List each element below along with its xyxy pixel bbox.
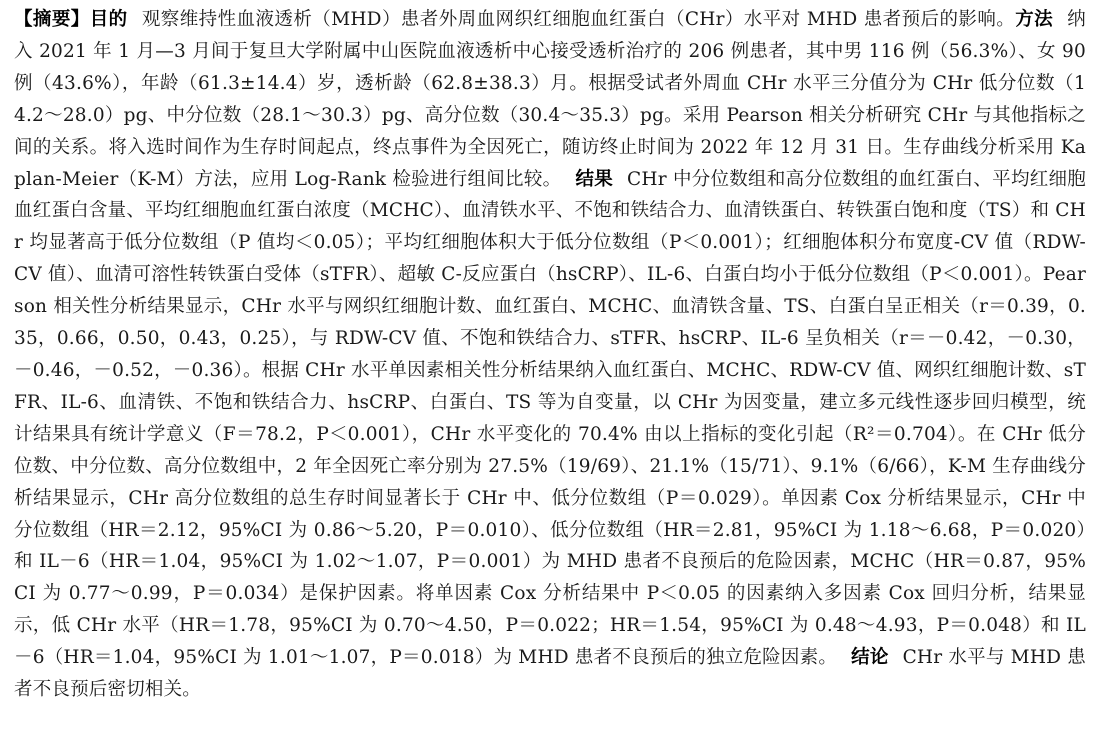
results-text: CHr 中分位数组和高分位数组的血红蛋白、平均红细胞血红蛋白含量、平均红细胞血红蛋白浓度（MCHC）、血清铁水平、不饱和铁结合力、血清铁蛋白、转铁蛋白饱和度（TS）和 CHr 均显著高于低分位数组（P 值均＜0.05）；平均红细胞体积大于低分位数组（P＜0.001）；红细胞体积分布宽度-CV 值（RDW-CV 值）、血清可溶性转铁蛋白受体（sTFR）、超敏 C-反应蛋白（hsCRP）、IL-6、白蛋白均小于低分位数组（P＜0.001）。Pearson 相关性分析结果显示，CHr 水平与网织红细胞计数、血红蛋白、MCHC、血清铁含量、TS、白蛋白呈正相关（r＝0.39，0.35，0.66，0.50，0.43，0.25），与 RDW-CV 值、不饱和铁结合力、sTFR、hsCRP、IL-6 呈负相关（r＝－0.42，－0.30，－0.46，－0.52，－0.36）。根据 CHr 水平单因素相关性分析结果纳入血红蛋白、MCHC、RDW-CV 值、网织红细胞计数、sTFR、IL-6、血清铁、不饱和铁结合力、hsCRP、白蛋白、TS 等为自变量，以 CHr 为因变量，建立多元线性逐步回归模型，统计结果具有统计学意义（F＝78.2，P＜0.001），CHr 水平变化的 70.4% 由以上指标的变化引起（R²＝0.704）。在 CHr 低分位数、中分位数、高分位数组中，2 年全因死亡率分别为 27.5%（19/69）、21.1%（15/71）、9.1%（6/66），K-M 生存曲线分析结果显示，CHr 高分位数组的总生存时间显著长于 CHr 中、低分位数组（P＝0.029）。单因素 Cox 分析结果显示，CHr 中分位数组（HR＝2.12，95%CI 为 0.86～5.20，P＝0.010）、低分位数组（HR＝2.81，95%CI 为 1.18～6.68，P＝0.020）和 IL－6（HR＝1.04，95%CI 为 1.02～1.07，P＝0.001）为 MHD 患者不良预后的危险因素，MCHC（HR＝0.87，95%CI 为 0.77～0.99，P＝0.034）是保护因素。将单因素 Cox 分析结果中 P＜0.05 的因素纳入多因素 Cox 回归分析，结果显示，低 CHr 水平（HR＝1.78，95%CI 为 0.70～4.50，P＝0.022；HR＝1.54，95%CI 为 0.48～4.93，P＝0.048）和 IL－6（HR＝1.04，95%CI 为 1.01～1.07，P＝0.018）为 MHD 患者不良预后的独立危险因素。 xyxy=(14,168,1087,669)
objective-text: 观察维持性血液透析（MHD）患者外周血网织红细胞血红蛋白（CHr）水平对 MHD 患者预后的影响。 xyxy=(141,9,1016,30)
abstract-label: 【摘要】 xyxy=(14,9,90,30)
conclusion-text: CHr 水平与 MHD 患者不良预后密切相关。 xyxy=(14,647,1086,701)
conclusion-heading: 结论 xyxy=(851,647,889,669)
methods-text: 纳入 2021 年 1 月—3 月间于复旦大学附属中山医院血液透析中心接受透析治疗的 206 例患者，其中男 116 例（56.3%）、女 90 例（43.6%），年龄（61.3±14.4）岁，透析龄（62.8±38.3）月。根据受试者外周血 CHr 水平三分值分为 CHr 低分位数（14.2～28.0）pg、中分位数（28.1～30.3）pg、高分位数（30.4～35.3）pg。采用 Pearson 相关分析研究 CHr 与其他指标之间的关系。将入选时间作为生存时间起点，终点事件为全因死亡，随访终止时间为 2022 年 12 月 31 日。生存曲线分析采用 Kaplan-Meier（K-M）方法，应用 Log-Rank 检验进行组间比较。 xyxy=(14,9,1087,190)
objective-heading: 目的 xyxy=(89,9,128,30)
methods-heading: 方法 xyxy=(1015,9,1054,30)
results-heading: 结果 xyxy=(575,168,614,190)
abstract-block xyxy=(14,4,1086,706)
abstract-paragraph xyxy=(14,4,1086,706)
